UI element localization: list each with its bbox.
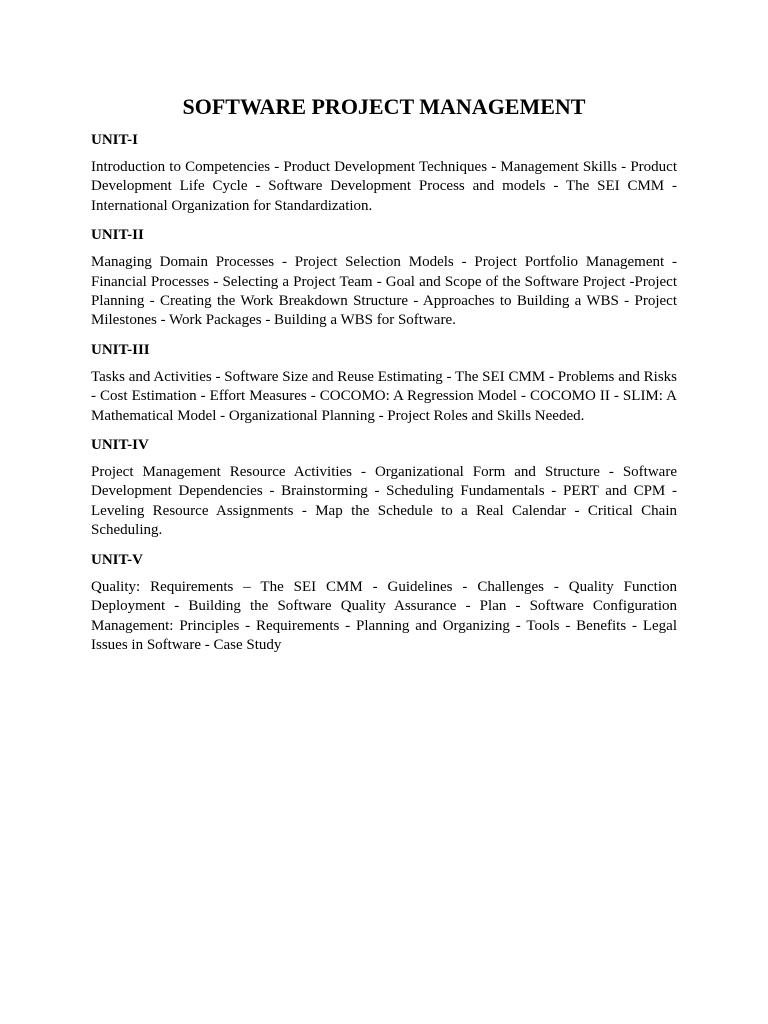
unit-heading: UNIT-IV [91, 437, 149, 454]
unit-syllabus-text: Project Management Resource Activities - Organizational Form and Structure - Software Development Dependencies - Brainstorming - Scheduling Fundamentals - PERT and CPM - Leveling Resource Assignments - Map the Schedule to a Real Calendar - Critical Chain Scheduling. [91, 464, 677, 539]
unit-heading: UNIT-III [91, 341, 150, 358]
unit-section-5 [91, 551, 677, 656]
unit-heading: UNIT-V [91, 551, 143, 568]
unit-section-1 [91, 131, 677, 216]
unit-syllabus-text: Tasks and Activities - Software Size and Reuse Estimating - The SEI CMM - Problems and Risks - Cost Estimation - Effort Measures - COCOMO: A Regression Model - COCOMO II - SLIM: A Mathematical Model - Organizational Planning - Project Roles and Skills Needed. [91, 368, 677, 424]
unit-heading: UNIT-II [91, 227, 144, 244]
document-title: SOFTWARE PROJECT MANAGEMENT [182, 94, 586, 119]
unit-section-3 [91, 341, 677, 426]
unit-syllabus-text: Quality: Requirements – The SEI CMM - Guidelines - Challenges - Quality Function Deployment - Building the Software Quality Assurance - Plan - Software Configuration Management: Principles - Requirements - Planning and Organizing - Tools - Benefits - Legal Issues in Software - Case Study [91, 578, 677, 653]
unit-syllabus-text: Introduction to Competencies - Product Development Techniques - Management Skills - Product Development Life Cycle - Software Development Process and models - The SEI CMM - International Organization for Standardization. [91, 159, 677, 214]
unit-syllabus-text: Managing Domain Processes - Project Selection Models - Project Portfolio Management - Financial Processes - Selecting a Project Team - Goal and Scope of the Software Project -Project Planning - Creating the Work Breakdown Structure - Approaches to Building a WBS - Project Milestones - Work Packages - Building a WBS for Software. [91, 254, 677, 329]
unit-heading: UNIT-I [91, 132, 138, 148]
unit-section-2 [91, 226, 677, 331]
unit-section-4 [91, 436, 677, 541]
